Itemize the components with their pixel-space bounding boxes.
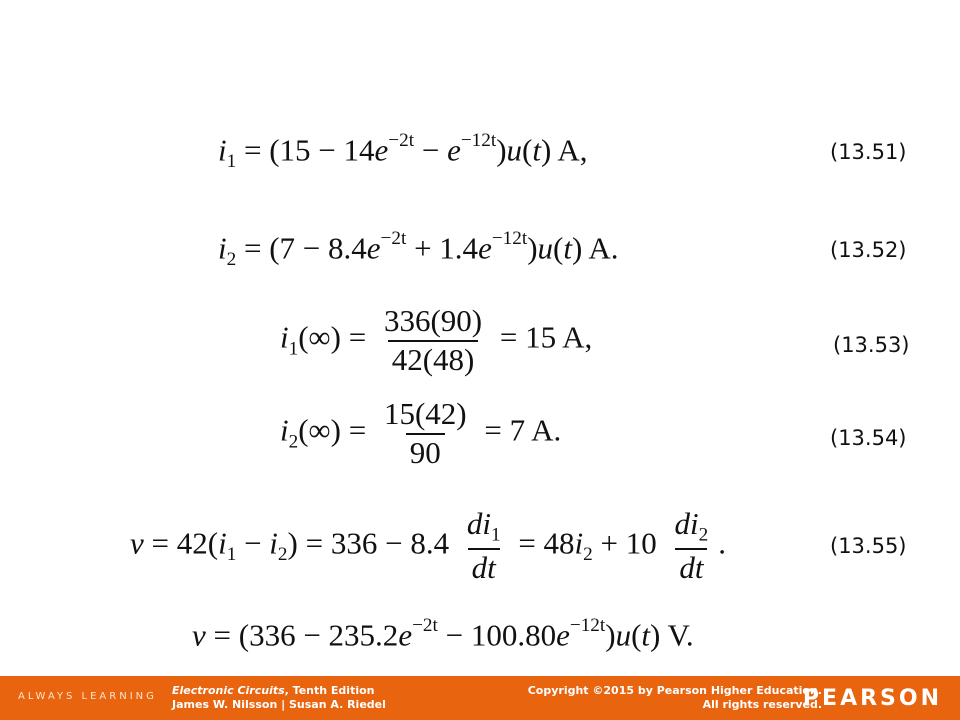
equation-number: (13.54)	[830, 426, 907, 450]
derivative-fraction: $\frac{di_2}{dt}$	[674, 506, 709, 585]
equation-number: (13.55)	[830, 534, 907, 558]
equation-13-52: $i_2 = (7 - 8.4e^{-2t} + 1.4e^{-12t})u(t)$ A.	[218, 228, 619, 271]
equation-13-53: $i_1(\infty)$ = $\frac{336(90)}{42(48)}$ = 15 A,	[280, 303, 593, 377]
book-edition: , Tenth Edition	[284, 684, 375, 697]
copyright-notice: Copyright ©2015 by Pearson Higher Education. All rights reserved.	[527, 684, 822, 711]
equation-number: (13.52)	[830, 238, 907, 262]
equation-number: (13.51)	[830, 140, 907, 164]
equation-13-51: $i_1 = (15 - 14e^{-2t} - e^{-12t})u(t)$ A,	[218, 130, 588, 173]
equation-number: (13.53)	[833, 333, 910, 357]
always-learning-tagline: ALWAYS LEARNING	[18, 691, 157, 702]
equation-v-result: $v = (336 - 235.2e^{-2t} - 100.80e^{-12t})u(t)$ V.	[192, 615, 694, 653]
equation-13-55: $v = 42(i_1 - i_2) = 336 - 8.4$ $\frac{di_1}{dt}$ = $48i_2 + 10$ $\frac{di_2}{dt}$ .	[130, 506, 726, 585]
numerator: 15(42)	[383, 396, 467, 431]
fraction	[380, 305, 486, 376]
book-title: Electronic Circuits	[172, 684, 285, 697]
denominator: 90	[406, 433, 445, 470]
footer-bar	[0, 676, 960, 720]
book-authors: James W. Nilsson | Susan A. Riedel	[172, 698, 386, 711]
equation-13-54: $i_2(\infty)$ = $\frac{15(42)}{90}$ = 7 A.	[280, 396, 562, 470]
numerator: 336(90)	[383, 303, 483, 338]
book-citation	[172, 684, 386, 712]
derivative-fraction: $\frac{di_1}{dt}$	[466, 506, 501, 585]
denominator: 42(48)	[388, 340, 479, 377]
pearson-logo: PEARSON	[802, 686, 942, 711]
fraction	[380, 398, 471, 469]
